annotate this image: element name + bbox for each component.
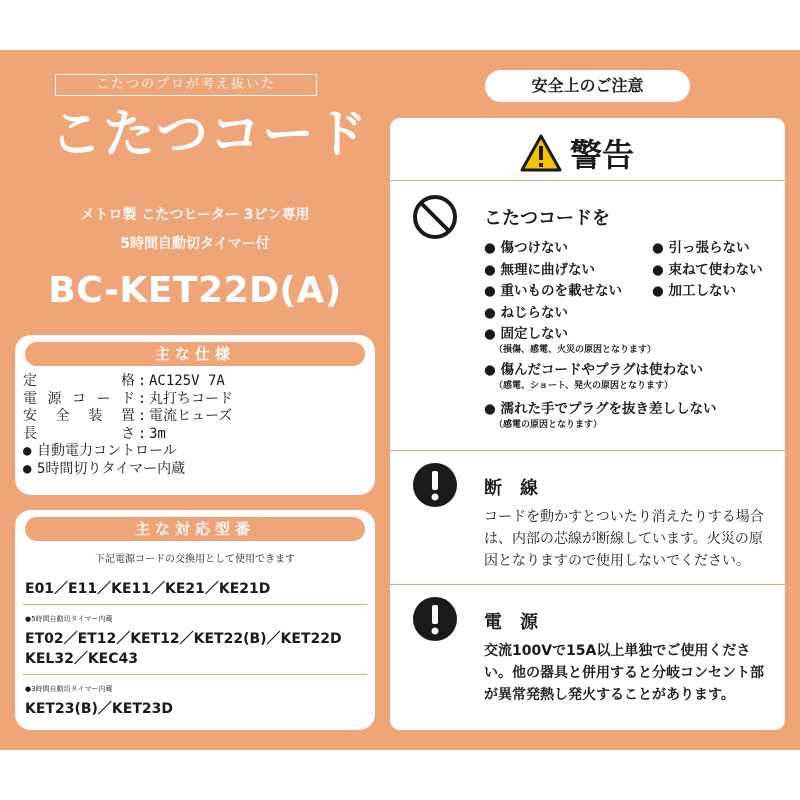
spec-list	[23, 373, 233, 478]
spec-row: 長さ : 3m	[23, 425, 166, 442]
cord-item: ● 傷つけない	[484, 240, 568, 256]
bullet-icon: ●	[23, 460, 32, 477]
cord-item: ● 引っ張らない	[652, 240, 750, 256]
spec-label: 安全装置	[23, 408, 135, 424]
warning-title: 警告	[570, 136, 635, 174]
model-number: BC-KET22D(A)	[48, 270, 342, 311]
models-note: 下記電源コードの交換用として使用できます	[95, 554, 295, 565]
models-panel	[15, 510, 375, 730]
subtitle-line1: メトロ製 こたつヒーター 3ピン専用	[80, 207, 310, 223]
spec-label: 電源コード	[23, 390, 135, 407]
exclamation-icon	[412, 462, 458, 508]
cord-item: ● 無理に曲げない	[484, 262, 595, 278]
power-text: 交流100Vで15A以上単独でご使用ください。他の器具と併用すると分岐コンセント部が異常発熱し発火することがあります。	[484, 643, 764, 703]
models-group2-label: ●5時間自動切タイマー内蔵	[25, 615, 113, 623]
spec-label: 定格	[23, 373, 135, 389]
warning-triangle-icon	[520, 134, 562, 172]
spec-value: 丸打ちコード	[149, 390, 233, 407]
exclamation-icon	[412, 596, 458, 642]
cord-title: こたつコードを	[484, 208, 610, 229]
cord-item: ● 濡れた手でプラグを抜き差ししない	[484, 401, 717, 417]
models-group3: KET23(B)／KET23D	[25, 701, 173, 717]
cord-item: ● 固定しない	[484, 326, 568, 342]
divider	[23, 604, 367, 605]
models-group1: E01／E11／KE11／KE21／KE21D	[25, 581, 271, 597]
spec-panel	[15, 335, 375, 495]
spec-value: AC125V 7A	[149, 373, 225, 389]
spec-title: 主な仕様	[25, 342, 365, 366]
spec-label: 長さ	[23, 425, 135, 442]
models-title: 主な対応型番	[25, 517, 365, 541]
warning-panel	[390, 118, 785, 730]
power-title: 電 源	[484, 612, 538, 633]
safety-title: 安全上のご注意	[485, 70, 690, 102]
cord-item: ● 傷んだコードやプラグは使わない	[484, 362, 703, 378]
spec-row: 定格 : AC125V 7A	[23, 373, 225, 389]
cord-note: （感電、ショート、発火の原因となります）	[494, 381, 674, 391]
warning-header	[520, 130, 634, 176]
divider	[23, 674, 367, 675]
spec-bullet: ● 5時間切りタイマー内蔵	[23, 460, 186, 477]
brand-title: こたつコード	[50, 104, 369, 165]
cord-item: ● 加工しない	[652, 283, 736, 299]
spec-value: 3m	[149, 425, 166, 442]
break-text: コードを動かすとついたり消えたりする場合は、内部の芯線が断線しています。火災の原因となりますので使用しないでください。	[484, 509, 764, 569]
prohibition-icon	[412, 194, 458, 240]
divider	[390, 180, 785, 181]
models-group3-label: ●3時間自動切タイマー内蔵	[25, 685, 113, 693]
cord-note: （感電の原因となります）	[494, 420, 603, 430]
cord-note: （損傷、感電、火災の原因となります）	[494, 345, 657, 355]
divider	[390, 584, 785, 585]
divider	[390, 450, 785, 451]
spec-bullet: ● 自動電力コントロール	[23, 443, 177, 459]
tagline: こたつのプロが考え抜いた	[55, 74, 317, 96]
spec-row: 安全装置 : 電流ヒューズ	[23, 408, 233, 424]
spec-row: 電源コード : 丸打ちコード	[23, 390, 233, 407]
models-group2-line1: ET02／ET12／KET12／KET22(B)／KET22D	[25, 631, 342, 647]
bullet-icon: ●	[23, 443, 32, 459]
break-title: 断 線	[484, 478, 538, 499]
models-group2-line2: KEL32／KEC43	[25, 651, 138, 667]
cord-item: ● 束ねて使わない	[652, 262, 763, 278]
cord-item: ● 重いものを載せない	[484, 283, 622, 299]
cord-item: ● ねじらない	[484, 305, 568, 321]
subtitle-line2: 5時間自動切タイマー付	[120, 236, 270, 252]
spec-value: 電流ヒューズ	[149, 408, 233, 424]
